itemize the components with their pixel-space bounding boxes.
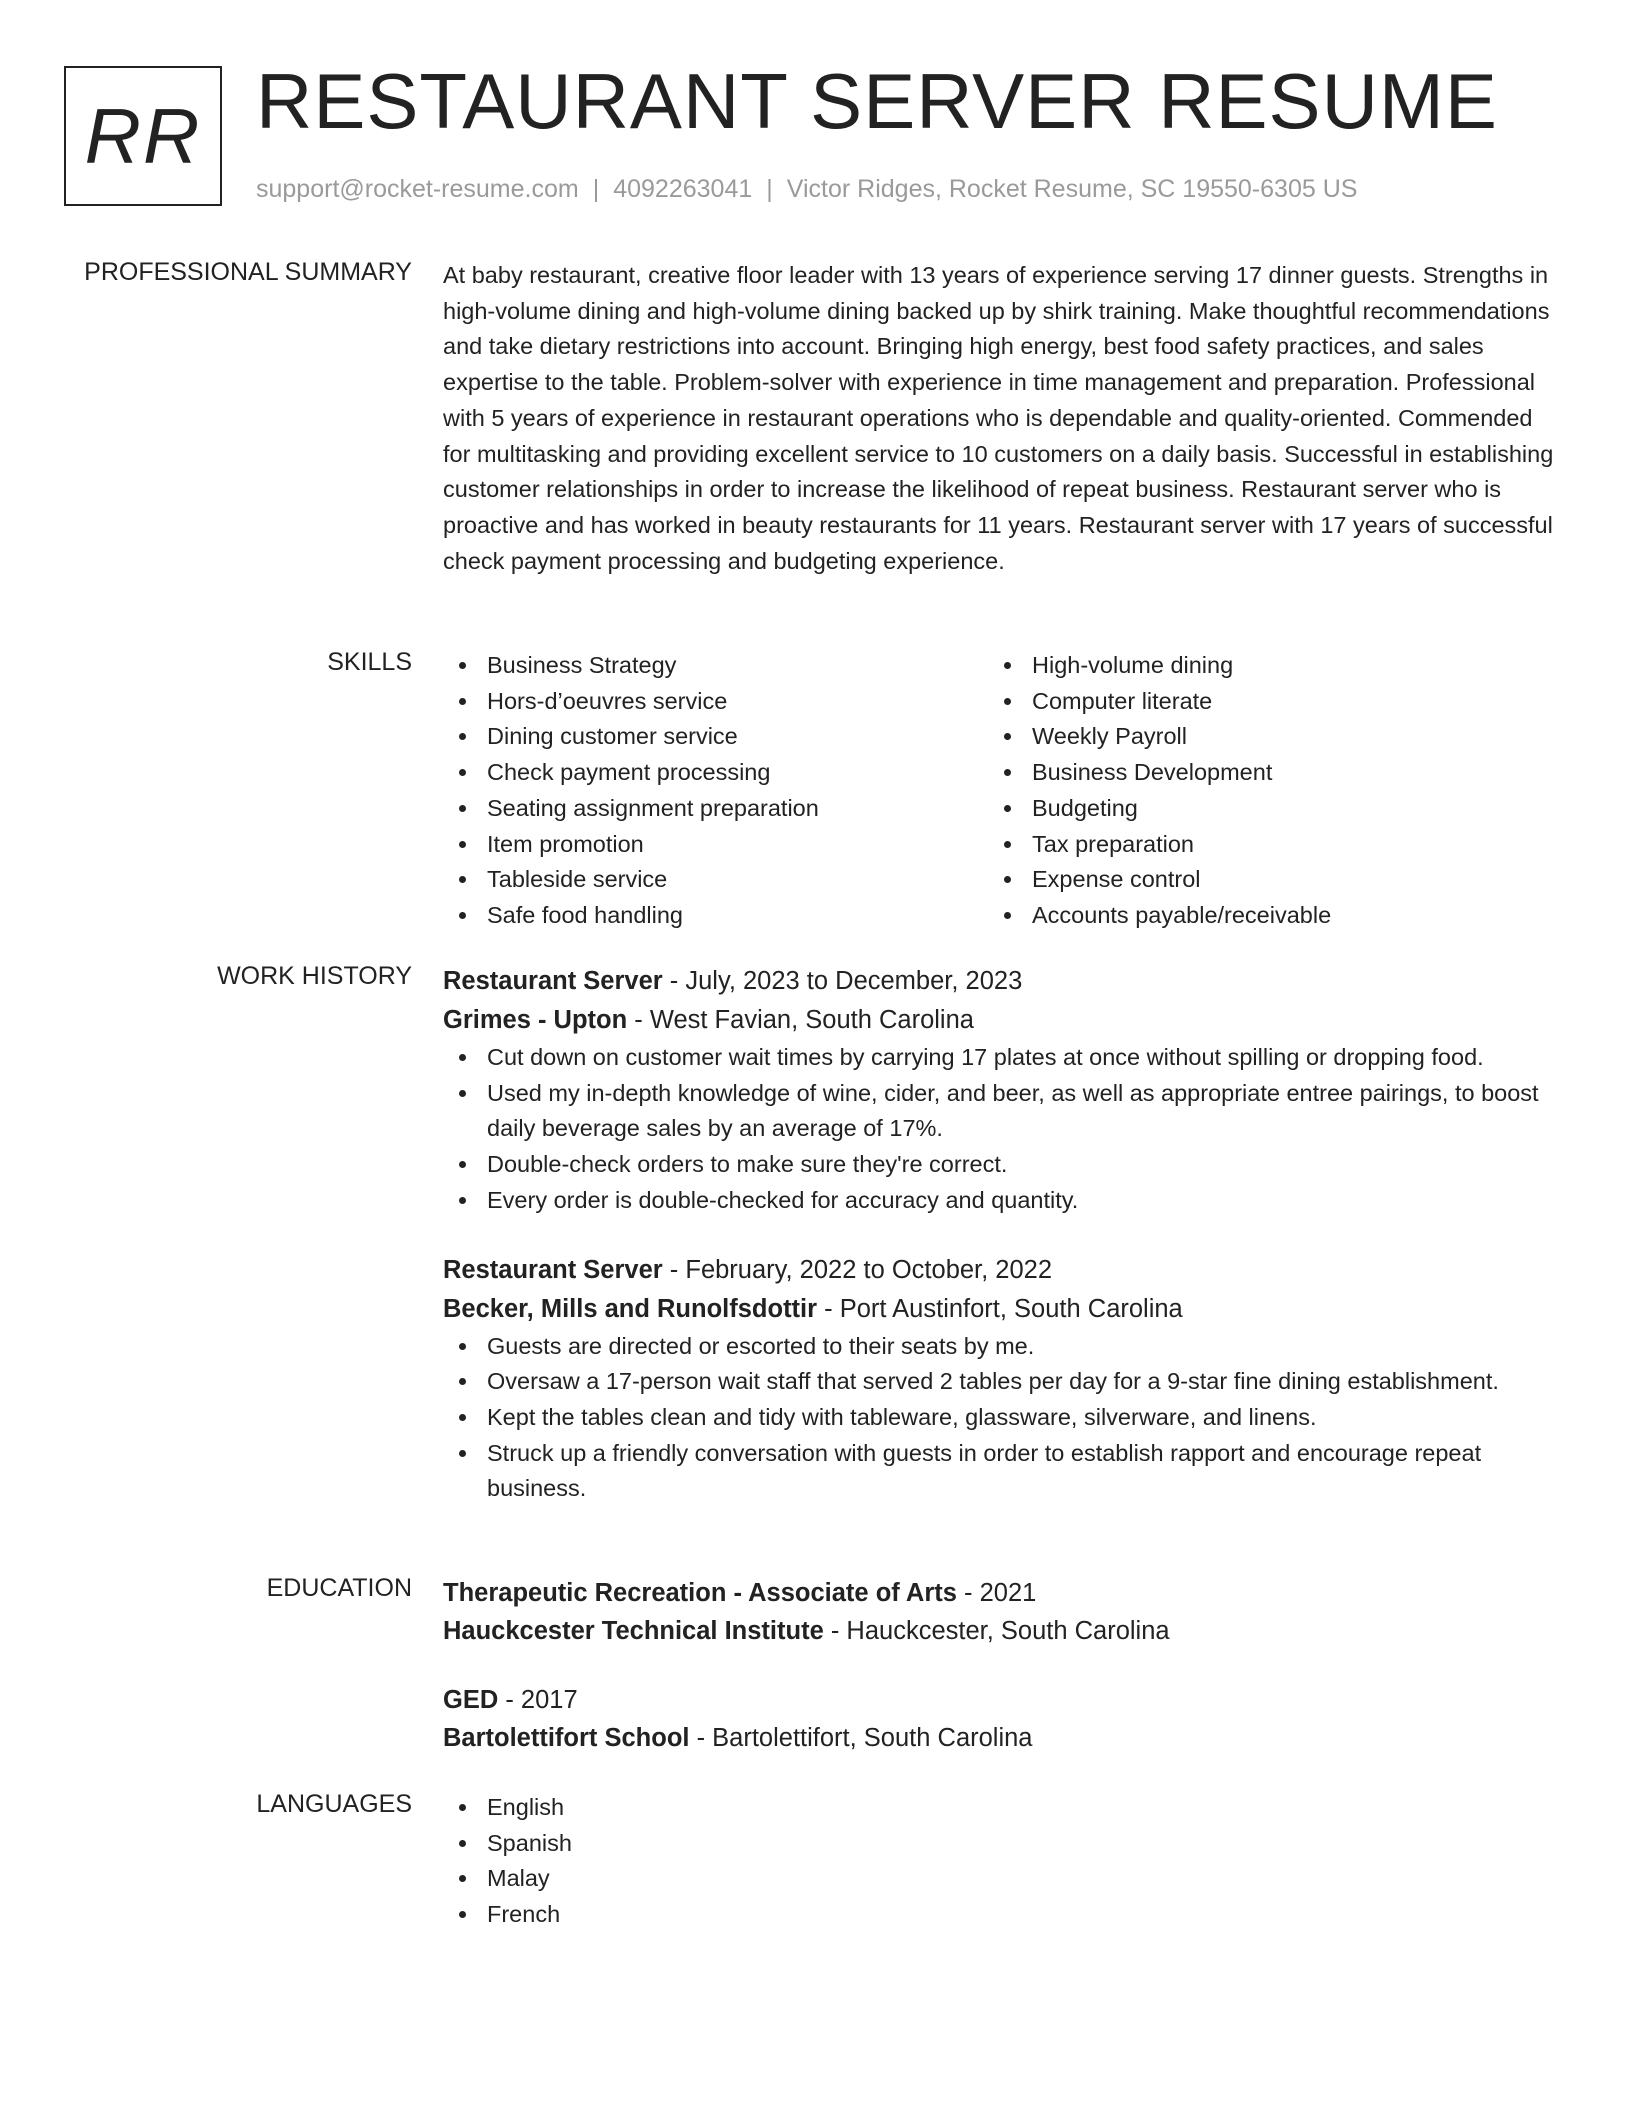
job-location: - Port Austinfort, South Carolina: [817, 1294, 1183, 1323]
education-school: Hauckcester Technical Institute: [443, 1617, 824, 1645]
job-entry: [443, 1251, 1558, 1508]
job-duty: Kept the tables clean and tidy with tableware, glassware, silverware, and linens.: [443, 1400, 1558, 1436]
skill-item: Weekly Payroll: [988, 719, 1533, 755]
skill-item: Dining customer service: [443, 719, 988, 755]
skill-item: Tax preparation: [988, 827, 1533, 863]
education-body: [443, 1574, 1558, 1757]
work-history-label: WORK HISTORY: [217, 962, 412, 990]
summary-text: At baby restaurant, creative floor leader with 13 years of experience serving 17 dinner guests. Strengths in high-volume dining and high-volume dining backed up by shirk training. Make thoughtful recommendations and take dietary restrictions into account. Bringing high energy, best food safety practices, and sales expertise to the table. Problem-solver with experience in time management and preparation. Professional with 5 years of experience in restaurant operations who is dependable and quality-oriented. Commended for multitasking and providing excellent service to 10 customers on a daily basis. Successful in establishing customer relationships in order to increase the likelihood of repeat business. Restaurant server who is proactive and has worked in beauty restaurants for 11 years. Restaurant server with 17 years of successful check payment processing and budgeting experience.: [443, 262, 1554, 574]
job-duty: Every order is double-checked for accuracy and quantity.: [443, 1183, 1558, 1219]
language-item: Malay: [443, 1861, 1558, 1897]
education-location: - Hauckcester, South Carolina: [823, 1617, 1170, 1645]
job-duty: Oversaw a 17-person wait staff that served 2 tables per day for a 9-star fine dining establishment.: [443, 1364, 1558, 1400]
skills-list-left: [443, 648, 988, 934]
skill-item: Expense control: [988, 862, 1533, 898]
education-entry: [443, 1574, 1558, 1650]
job-dates: - February, 2022 to October, 2022: [662, 1255, 1053, 1284]
job-title-line: [443, 962, 1558, 1001]
skill-item: Check payment processing: [443, 755, 988, 791]
education-degree: Therapeutic Recreation - Associate of Arts: [443, 1579, 957, 1607]
summary-label: PROFESSIONAL SUMMARY: [84, 258, 412, 286]
job-employer: Grimes - Upton: [443, 1006, 628, 1034]
work-history-body: [443, 962, 1558, 1507]
language-item: English: [443, 1790, 1558, 1826]
skills-list-right: [988, 648, 1533, 934]
skill-item: Business Strategy: [443, 648, 988, 684]
skill-item: Business Development: [988, 755, 1533, 791]
job-entry: [443, 962, 1558, 1219]
job-title: Restaurant Server: [443, 1255, 663, 1284]
skill-item: Computer literate: [988, 684, 1533, 720]
skill-item: Accounts payable/receivable: [988, 898, 1533, 934]
job-duty: Cut down on customer wait times by carrying 17 plates at once without spilling or dropping food.: [443, 1040, 1558, 1076]
skill-item: High-volume dining: [988, 648, 1533, 684]
skill-item: Seating assignment preparation: [443, 791, 988, 827]
job-employer-line: [443, 1290, 1558, 1329]
job-dates: - July, 2023 to December, 2023: [662, 967, 1023, 995]
job-duty: Struck up a friendly conversation with guests in order to establish rapport and encourage repeat business.: [443, 1436, 1558, 1507]
contact-separator: |: [766, 175, 773, 203]
languages-list: [443, 1790, 1558, 1933]
skill-item: Tableside service: [443, 862, 988, 898]
resume-title: RESTAURANT SERVER RESUME: [256, 57, 1498, 145]
job-location: - West Favian, South Carolina: [627, 1006, 974, 1034]
skill-item: Budgeting: [988, 791, 1533, 827]
skill-item: Safe food handling: [443, 898, 988, 934]
summary-body: [443, 258, 1558, 579]
job-duty: Double-check orders to make sure they're correct.: [443, 1147, 1558, 1183]
contact-phone: 4092263041: [613, 175, 753, 203]
skills-grid: [443, 648, 1558, 934]
language-item: French: [443, 1897, 1558, 1933]
skills-label: SKILLS: [327, 648, 412, 676]
monogram-box: [64, 66, 222, 206]
languages-label: LANGUAGES: [256, 1790, 412, 1818]
education-degree: GED: [443, 1686, 499, 1714]
education-entry: [443, 1681, 1558, 1757]
language-item: Spanish: [443, 1826, 1558, 1862]
contact-email: support@rocket-resume.com: [256, 175, 579, 203]
education-label: EDUCATION: [266, 1574, 412, 1602]
skill-item: Hors-d’oeuvres service: [443, 684, 988, 720]
job-title: Restaurant Server: [443, 967, 663, 995]
job-duties-list: [443, 1329, 1558, 1508]
job-employer-line: [443, 1001, 1558, 1040]
monogram-initials: RR: [84, 91, 202, 180]
education-school: Bartolettifort School: [443, 1724, 690, 1752]
education-location: - Bartolettifort, South Carolina: [689, 1724, 1033, 1752]
job-duty: Guests are directed or escorted to their seats by me.: [443, 1329, 1558, 1365]
job-title-line: [443, 1251, 1558, 1290]
contact-line: [256, 175, 1357, 204]
job-duties-list: [443, 1040, 1558, 1219]
job-employer: Becker, Mills and Runolfsdottir: [443, 1294, 818, 1323]
skill-item: Item promotion: [443, 827, 988, 863]
contact-separator: |: [592, 175, 600, 203]
education-year: - 2021: [956, 1579, 1037, 1607]
job-duty: Used my in-depth knowledge of wine, cider, and beer, as well as appropriate entree pairings, to boost daily beverage sales by an average of 17%.: [443, 1076, 1558, 1147]
contact-address: Victor Ridges, Rocket Resume, SC 19550-6305 US: [786, 175, 1358, 203]
education-year: - 2017: [498, 1686, 578, 1714]
languages-body: [443, 1790, 1558, 1933]
